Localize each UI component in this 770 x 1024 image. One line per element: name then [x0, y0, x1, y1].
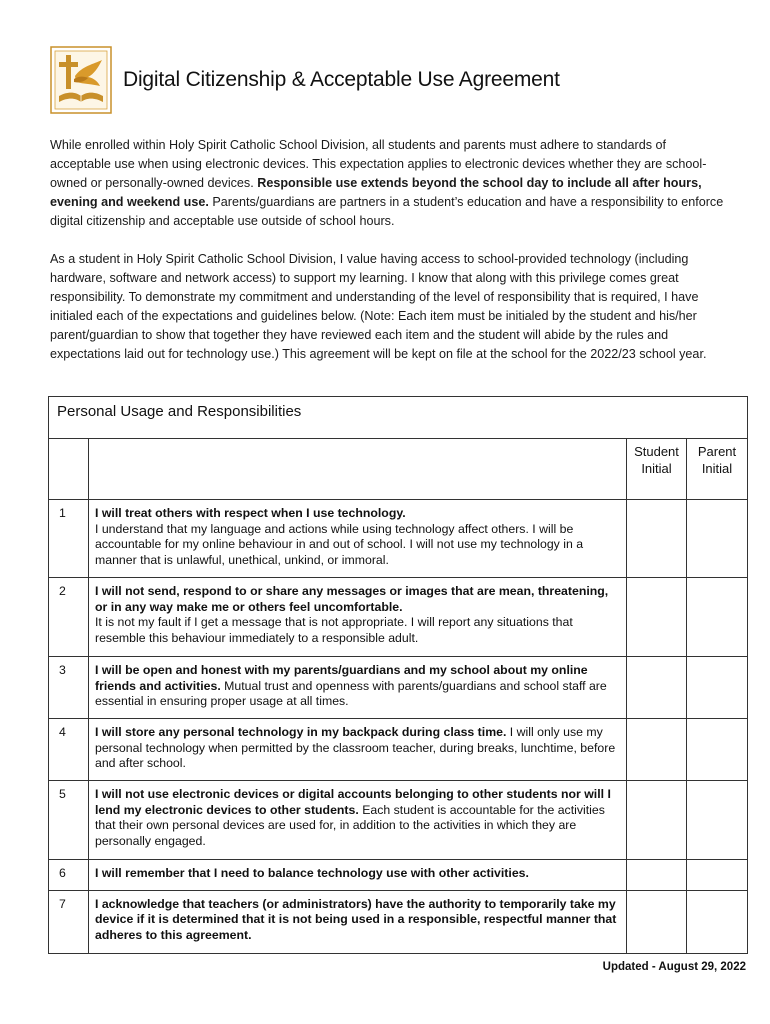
row-bold-text: I will remember that I need to balance technology use with other activities. [95, 866, 529, 880]
row-bold-text: I acknowledge that teachers (or administrators) have the authority to temporarily take my device if it is determined that it is not being used in a responsible, respectful manner that adheres to this agreement. [95, 896, 617, 942]
student-header-line1: Student [634, 444, 679, 459]
row-text: I understand that my language and actions while using technology affect others. I will be accountable for my online behaviour in and out of school. I will not use my technology in a manner that is unlawful, unethical, unkind, or immoral. [95, 521, 584, 567]
parent-initial-cell[interactable] [687, 657, 748, 719]
row-bold-text: I will store any personal technology in my backpack during class time. [95, 725, 507, 739]
row-bold-text: I will be open and honest with my parents/guardians and my school about my online friends and activities. [95, 663, 588, 693]
parent-header-line1: Parent [697, 444, 737, 459]
dove-cross-book-logo-icon [50, 46, 112, 114]
parent-initial-cell[interactable] [687, 719, 748, 781]
parent-initial-cell[interactable] [687, 860, 748, 891]
row-description [89, 890, 627, 953]
school-logo [50, 46, 112, 114]
row-text: Each student is accountable for the activities that their own personal devices are used for, in addition to the activities in which they are personally engaged. [95, 802, 605, 848]
row-description [89, 578, 627, 657]
student-initial-cell[interactable] [627, 500, 687, 578]
row-number: 3 [49, 657, 89, 719]
row-description [89, 781, 627, 860]
table-row [49, 890, 748, 953]
row-number: 5 [49, 781, 89, 860]
parent-initial-cell[interactable] [687, 578, 748, 657]
parent-header-line2: Initial [701, 461, 733, 476]
parent-initial-cell[interactable] [687, 890, 748, 953]
row-text: I will only use my personal technology when permitted by the classroom teacher, during breaks, lunchtime, before and after school. [95, 725, 616, 771]
row-bold-text: I will not use electronic devices or digital accounts belonging to other students nor will I lend my electronic devices to other students. [95, 787, 611, 817]
row-text: It is not my fault if I get a message that is not appropriate. I will report any situations that resemble this behaviour immediately to a responsible adult. [95, 615, 573, 645]
row-description [89, 657, 627, 719]
student-header-line2: Initial [641, 461, 672, 476]
table-title: Personal Usage and Responsibilities [49, 397, 748, 439]
table-row [49, 657, 748, 719]
header-num-cell [49, 439, 89, 500]
table-row [49, 860, 748, 891]
header-desc-cell [89, 439, 627, 500]
usage-table [48, 396, 748, 954]
row-description [89, 860, 627, 891]
table-row [49, 500, 748, 578]
row-number: 2 [49, 578, 89, 657]
row-bold-text: I will not send, respond to or share any messages or images that are mean, threatening, or in any way make me or others feel uncomfortable. [95, 584, 609, 614]
parent-initial-header [687, 439, 748, 500]
table-row [49, 578, 748, 657]
row-number: 7 [49, 890, 89, 953]
table-row [49, 719, 748, 781]
student-initial-cell[interactable] [627, 578, 687, 657]
row-description [89, 719, 627, 781]
table-row [49, 781, 748, 860]
intro-paragraph-1 [50, 136, 730, 231]
intro-p1-bold: Responsible use extends beyond the school day to include all after hours, evening and weekend use. [50, 176, 702, 209]
updated-date: Updated - August 29, 2022 [602, 961, 746, 973]
intro-p1-text: While enrolled within Holy Spirit Catholic School Division, all students and parents must adhere to standards of acceptable use when using electronic devices. This expectation applies to electronic devices whether they are school-owned or personally-owned devices. [50, 138, 707, 190]
student-initial-cell[interactable] [627, 719, 687, 781]
row-text: Mutual trust and openness with parents/guardians and school staff are essential in ensuring proper usage at all times. [95, 678, 607, 709]
student-initial-header [627, 439, 687, 500]
student-initial-cell[interactable] [627, 781, 687, 860]
parent-initial-cell[interactable] [687, 781, 748, 860]
row-description [89, 500, 627, 578]
row-number: 6 [49, 860, 89, 891]
page-title: Digital Citizenship & Acceptable Use Agreement [123, 68, 560, 91]
row-number: 4 [49, 719, 89, 781]
row-number: 1 [49, 500, 89, 578]
student-initial-cell[interactable] [627, 860, 687, 891]
student-initial-cell[interactable] [627, 890, 687, 953]
intro-p1-end: Parents/guardians are partners in a student’s education and have a responsibility to enforce digital citizenship and acceptable use outside of school hours. [50, 195, 724, 228]
parent-initial-cell[interactable] [687, 500, 748, 578]
intro-paragraph-2: As a student in Holy Spirit Catholic School Division, I value having access to school-provided technology (including hardware, software and network access) to support my learning. I know that along with this privilege comes great responsibility. To demonstrate my commitment and understanding of the level of responsibility that is required, I have initialed each of the expectations and guidelines below. (Note: Each item must be initialed by the student and his/her parent/guardian to show that together they have reviewed each item and the student will abide by the rules and expectations laid out for technology use.) This agreement will be kept on file at the school for the 2022/23 school year. [50, 252, 707, 361]
student-initial-cell[interactable] [627, 657, 687, 719]
row-bold-text: I will treat others with respect when I use technology. [95, 506, 406, 520]
